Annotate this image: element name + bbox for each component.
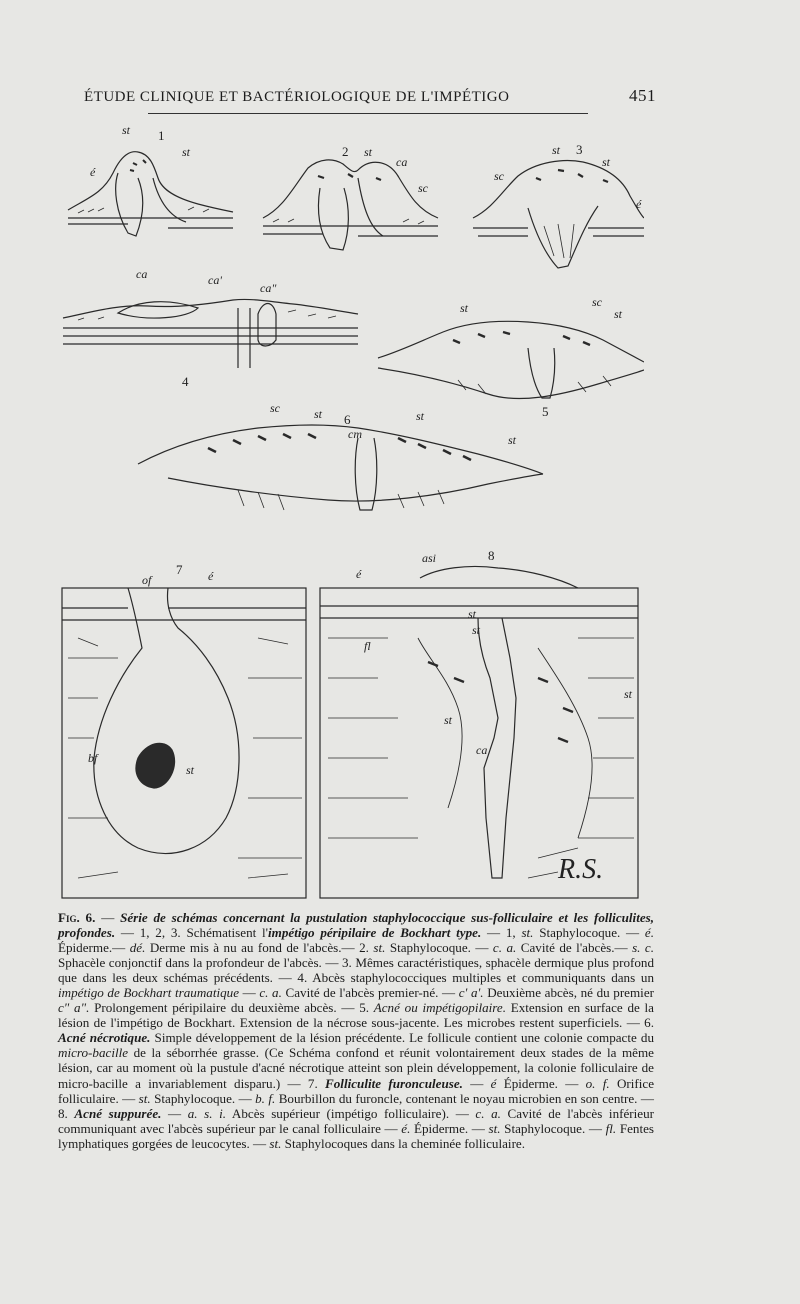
panel-number-3: 3: [576, 142, 583, 157]
caption-abbrev: s. c.: [632, 940, 654, 956]
panel-7: [62, 588, 306, 898]
running-header: [84, 74, 656, 106]
label-p8-st-4: st: [444, 713, 453, 727]
caption-part: Derme mis à nu au fond de l'abcès.— 2.: [145, 940, 374, 956]
label-p4-ca: ca: [136, 267, 148, 281]
caption-abbrev: c. a.: [475, 1105, 501, 1121]
caption-abbrev: st.: [269, 1135, 282, 1151]
caption-part: Staphylocoque. —: [500, 1120, 606, 1136]
caption-part: Staphylocoque. —: [385, 940, 493, 956]
caption-part: —: [101, 910, 115, 925]
label-p5-st-2: st: [614, 307, 623, 321]
label-p3-sc: sc: [494, 169, 504, 183]
panel-4: [63, 299, 358, 368]
label-p4-ca-second: ca": [260, 281, 277, 295]
panel-number-8: 8: [488, 548, 495, 563]
caption-part: — 1, 2, 3. Schématisent l': [115, 925, 269, 941]
caption-abbrev: st.: [373, 940, 386, 956]
label-p8-st-2: st: [472, 623, 481, 637]
label-p6-st-2: st: [416, 409, 425, 423]
label-p3-st-2: st: [602, 155, 611, 169]
caption-term: impétigo de Bockhart traumatique: [58, 985, 240, 1001]
caption-term: Acné suppurée.: [74, 1105, 162, 1121]
caption-part: Fentes lymphatiques gorgées de leucocytes. —: [58, 1120, 654, 1151]
label-p1-st: st: [122, 123, 131, 137]
caption-abbrev: é.: [401, 1120, 411, 1136]
panel-number-6: 6: [344, 412, 351, 427]
panel-6: [138, 425, 543, 510]
caption-part: Cavité de l'abcès premier-né. —: [281, 985, 459, 1001]
label-p6-sc: sc: [270, 401, 280, 415]
label-p7-st: st: [186, 763, 195, 777]
caption-abbrev: st.: [138, 1090, 151, 1106]
label-p3-st: st: [552, 143, 561, 157]
caption-part: —: [462, 1075, 491, 1091]
caption-abbrev: b. f.: [255, 1090, 276, 1106]
label-p1-st-2: st: [182, 145, 191, 159]
caption-part: Sphacèle conjonctif dans la profondeur de l'abcès. — 3. Mêmes caractéristiques, sphacèle dermique plus profond que dans les deux schémas précédents. — 4. Abcès staphylococciques multiples et communiquants dans un: [58, 955, 654, 986]
panel-number-7: 7: [176, 562, 183, 577]
caption-part: Simple développement de la lésion précédente. Le follicule contient une colonie compacte du: [150, 1030, 654, 1046]
caption-part: Épiderme. —: [496, 1075, 586, 1091]
label-p2-sc: sc: [418, 181, 428, 195]
page-number: 451: [629, 86, 656, 105]
caption-part: Bourbillon du furoncle, contenant le noyau microbien en son centre. — 8.: [58, 1090, 654, 1121]
panel-number-4: 4: [182, 374, 189, 389]
caption-part: Cavité de l'abcès inférieur communiquant avec l'abcès supérieur par le canal folliculaire —: [58, 1105, 655, 1136]
label-p5-sc: sc: [592, 295, 602, 309]
running-title: ÉTUDE CLINIQUE ET BACTÉRIOLOGIQUE DE L'IMPÉTIGO: [84, 89, 510, 105]
caption-part: Épiderme.—: [58, 940, 130, 956]
caption-part: Staphylocoque. —: [533, 925, 645, 941]
caption-abbrev: é: [490, 1075, 497, 1091]
caption-part: Staphylocoques dans la cheminée folliculaire.: [281, 1135, 526, 1151]
caption-abbrev: c' a'.: [458, 985, 484, 1001]
label-p6-st: st: [314, 407, 323, 421]
label-p2-ca: ca: [396, 155, 408, 169]
caption-term: micro-bacille: [58, 1045, 129, 1061]
label-p2-st: st: [364, 145, 373, 159]
caption-part: Deuxième abcès, né du premier: [483, 985, 654, 1001]
caption-part: Extension en surface de la lésion de l'impétigo de Bockhart. Extension de la nécrose sous-jacente. Les microbes restent superficiels. — 6.: [58, 1000, 654, 1031]
label-p7-epiderme: é: [208, 569, 214, 583]
panel-8: [320, 566, 638, 898]
caption-abbrev: st.: [521, 925, 534, 941]
caption-term: Folliculite furonculeuse.: [325, 1075, 463, 1091]
label-p8-st: st: [468, 607, 477, 621]
label-p6-cm: cm: [348, 427, 362, 441]
caption-abbrev: c" a".: [58, 1000, 90, 1016]
figure-caption: [58, 910, 654, 1151]
caption-abbrev: c. a.: [259, 985, 282, 1001]
label-p8-st-3: st: [624, 687, 633, 701]
caption-part: —: [239, 985, 260, 1001]
label-p5-st: st: [460, 301, 469, 315]
caption-term: Acné ou impétigopilaire.: [373, 1000, 506, 1016]
caption-part: —: [161, 1105, 188, 1121]
caption-abbrev: st.: [488, 1120, 501, 1136]
caption-fig-ref: Fig. 6.: [58, 910, 96, 925]
panel-number-5: 5: [542, 404, 549, 419]
caption-abbrev: a. s. i.: [187, 1105, 227, 1121]
label-p7-of: of: [142, 573, 152, 587]
header-rule: [148, 113, 588, 114]
label-p4-ca-prime: ca': [208, 273, 222, 287]
caption-part: Orifice folliculaire. —: [58, 1075, 655, 1106]
figure-illustration: [58, 118, 644, 904]
label-p8-fl: fl: [364, 639, 371, 653]
schema-drawings: [58, 118, 644, 904]
panel-number-1: 1: [158, 128, 165, 143]
label-p8-ca: ca: [476, 743, 488, 757]
panel-2: [263, 160, 438, 250]
caption-part: — 1,: [481, 925, 522, 941]
caption-title: Série de schémas concernant la pustulation staphylococcique sus-folliculaire et les folliculites, profondes.: [58, 910, 655, 941]
caption-part: Staphylocoque. —: [150, 1090, 256, 1106]
label-p8-asi: asi: [422, 551, 437, 565]
caption-term: Acné nécrotique.: [58, 1030, 151, 1046]
caption-part: Prolongement péripilaire du deuxième abcès. — 5.: [89, 1000, 374, 1016]
label-p7-bf: bf: [88, 751, 98, 765]
caption-part: Épiderme. —: [410, 1120, 489, 1136]
caption-abbrev: c. a.: [492, 940, 517, 956]
caption-abbrev: o. f.: [585, 1075, 610, 1091]
caption-part: Abcès supérieur (impétigo folliculaire). —: [226, 1105, 476, 1121]
caption-abbrev: fl.: [605, 1120, 617, 1136]
label-p8-epiderme: é: [356, 567, 362, 581]
caption-abbrev: é.: [644, 925, 655, 941]
artist-signature: R.S.: [558, 854, 604, 885]
caption-part: Cavité de l'abcès.—: [516, 940, 633, 956]
caption-abbrev: dé.: [129, 940, 146, 956]
label-p6-st-3: st: [508, 433, 517, 447]
panel-5: [378, 321, 644, 398]
label-p3-epiderme: é: [636, 197, 642, 211]
caption-part: de la séborrhée grasse. (Ce Schéma confond et réunit volontairement deux stades de la même lésion, car au moment où la pustule d'acné nécrotique atteint son plein développement, la colonie folliculaire de micro-bacille a invariablement disparu.) — 7.: [58, 1045, 654, 1091]
caption-term: impétigo péripilaire de Bockhart type.: [268, 925, 482, 941]
panel-number-2: 2: [342, 144, 349, 159]
label-p1-epiderme: é: [90, 165, 96, 179]
